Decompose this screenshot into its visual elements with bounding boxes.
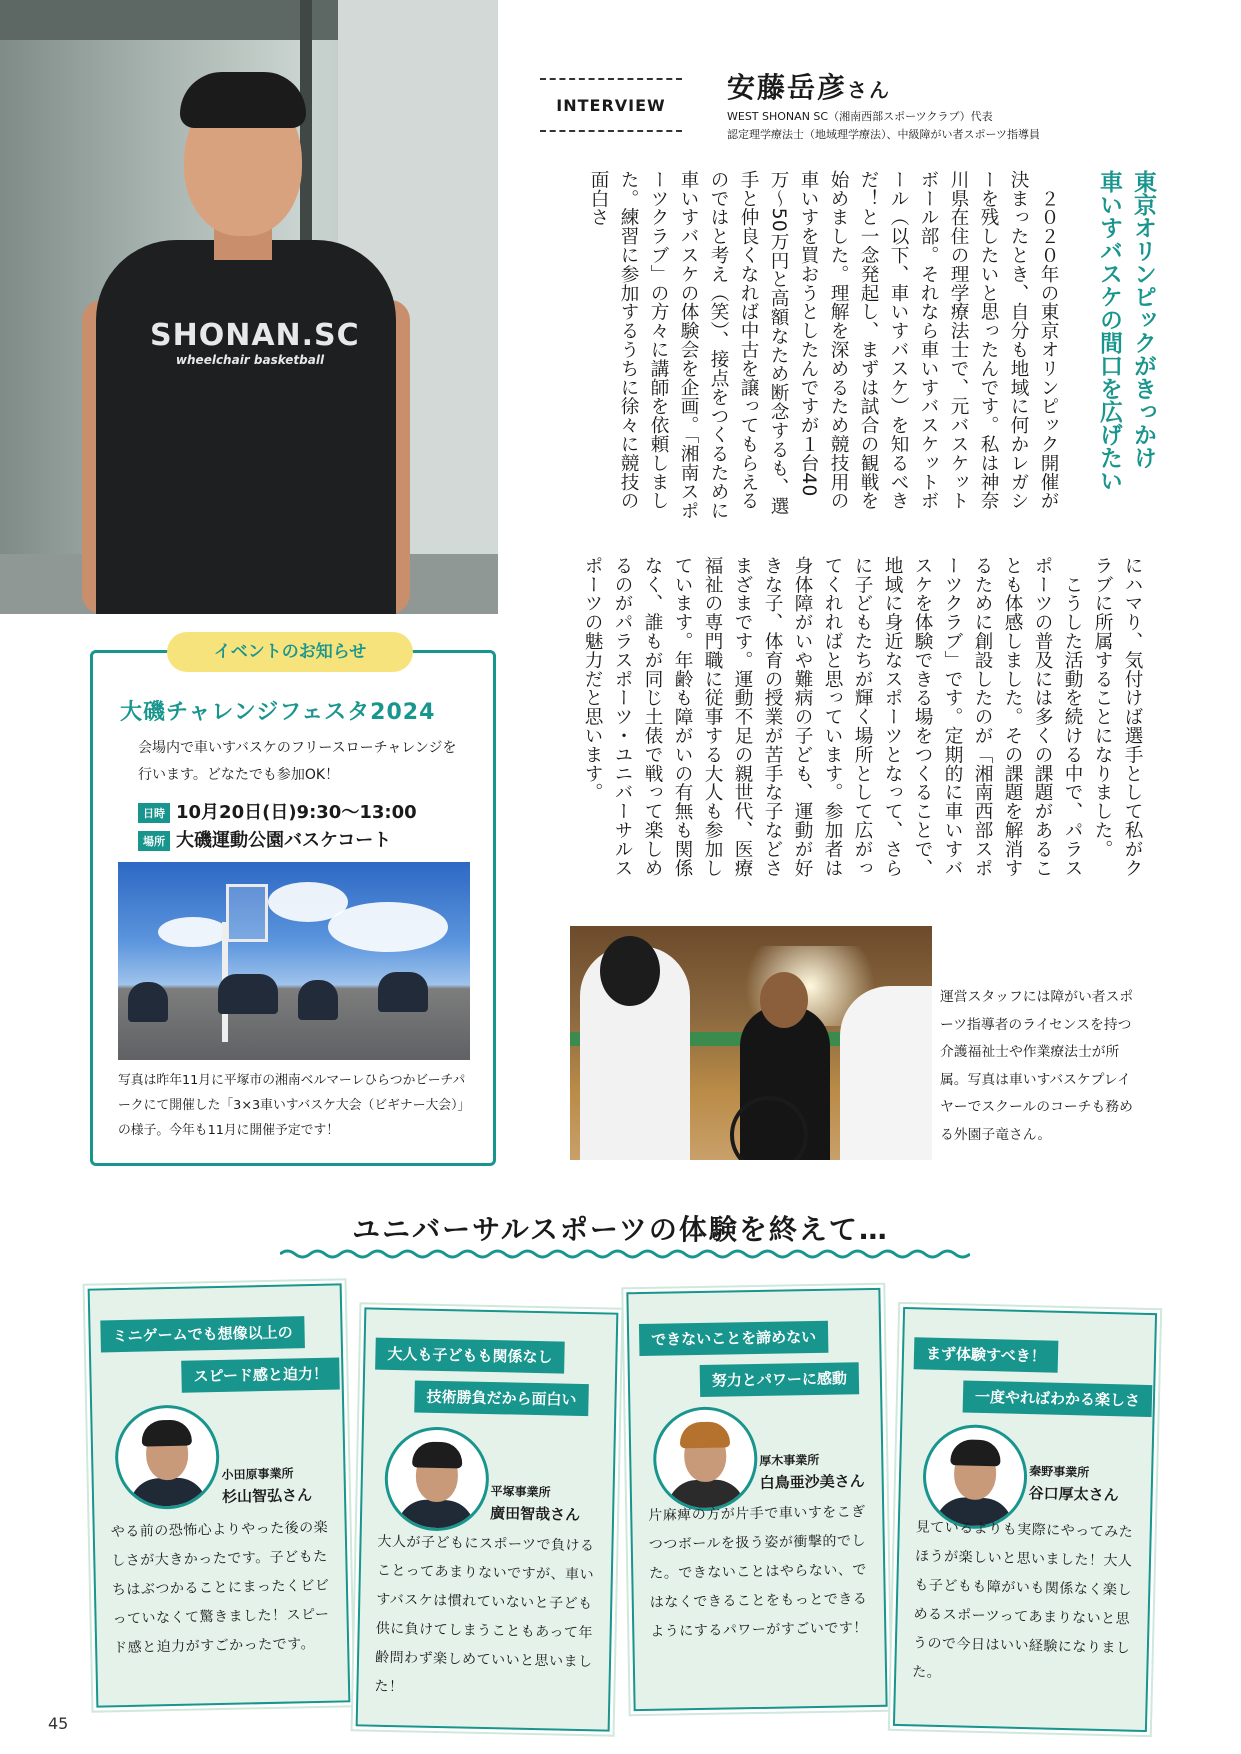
card-band-2: 一度やればわかる楽しさ <box>963 1380 1153 1417</box>
card-band-2: 技術勝負だから面白い <box>414 1380 589 1416</box>
office-name: 小田原事業所 <box>221 1466 294 1482</box>
avatar <box>652 1406 758 1512</box>
event-place-row <box>138 826 391 852</box>
card-band-1: ミニゲームでも想像以上の <box>100 1316 305 1352</box>
shirt-logo-line1: SHONAN.SC <box>150 318 360 353</box>
person-name: 白鳥亜沙美さん <box>759 1472 865 1492</box>
person-name: 廣田智哉さん <box>489 1504 581 1524</box>
staff-photo <box>570 926 932 1160</box>
event-title: 大磯チャレンジフェスタ2024 <box>120 700 436 725</box>
article-body-part2: にハマり、気付けば選手として私がクラブに所属することになりました。 こうした活動を続ける中で、パラスポーツの普及には多くの課題があることも体感しました。その課題を解消するために創設したのが「湘南西部スポーツクラブ」です。定期的に車いすバスケを体験できる場をつくることで、地域に身近なスポーツとなって、さらに子どもたちが輝く場所として広がってくれればと思っています。参加者は身体障がいや難病の子ども、運動が好きな子、体育の授業が苦手な子などさまざまです。運動不足の親世代、医療福祉の専門職に従事する大人も参加しています。年齢も障がいの有無も関係なく、誰もが同じ土俵で戦って楽しめるのがパラスポーツ・ユニバーサルスポーツの魅力だと思います。 <box>582 556 1143 878</box>
event-description: 会場内で車いすバスケのフリースローチャレンジを行います。どなたでも参加OK！ <box>138 740 457 783</box>
testimonial-card-2 <box>356 1307 619 1731</box>
page-number: 45 <box>48 1714 69 1733</box>
card-band-1: 大人も子どもも関係なし <box>375 1338 565 1374</box>
event-caption: 写真は昨年11月に平塚市の湘南ベルマーレひらつかビーチパークにて開催した「3×3車いすバスケ大会（ビギナー大会）」の様子。今年も11月に開催予定です！ <box>118 1073 471 1138</box>
interviewee-title-2: 認定理学療法士（地域理学療法）、中級障がい者スポーツ指導員 <box>727 128 1041 141</box>
event-place: 大磯運動公園バスケコート <box>176 830 392 851</box>
interview-tag <box>540 78 682 134</box>
shirt-logo-line2: wheelchair basketball <box>175 353 325 367</box>
comment: 大人が子どもにスポーツで負けることってあまりないですが、車いすバスケは慣れていないと子ども供に負けてしまうこともあって年齢問わず楽しめていいと思いました！ <box>374 1533 595 1696</box>
card-band-1: できないことを諦めない <box>639 1321 829 1356</box>
article-body-part1: ２０２０年の東京オリンピック開催が決まったとき、自分も地域に何かレガシーを残したいと思ったんです。私は神奈川県在住の理学療法士で、元バスケットボール部。それなら車いすバスケットボール（以下、車いすバスケ）を知るべきだ！と一念発起し、まずは試合の観戦を始めました。理解を深めるため競技用の車いすを買おうとしたんですが１台40万〜50万円と高額なため断念するも、選手と仲良くなれば中古を譲ってもらえるのではと考え（笑）、接点をつくるために車いすバスケの体験会を企画。「湘南スポーツクラブ」の方々に講師を依頼しました。練習に参加するうちに徐々に競技の面白さ <box>588 170 1059 520</box>
avatar <box>114 1404 220 1510</box>
testimonial-card-1 <box>88 1283 351 1707</box>
office-name: 厚木事業所 <box>759 1452 820 1468</box>
comment: 見ているよりも実際にやってみたほうが楽しいと思いました！大人も子どもも障がいも関係なく楽しめるスポーツってあまりないと思うので今日はいい経験になりました。 <box>912 1519 1134 1681</box>
card-band-1: まず体験すべき！ <box>914 1337 1058 1373</box>
event-photo <box>118 862 470 1060</box>
article-headline: 東京オリンピックがきっかけ 車いすバスケの間口を広げたい <box>1096 170 1156 492</box>
comment: 片麻痺の方が片手で車いすをこぎつつボールを扱う姿が衝撃的でした。できないことはやらない、ではなくできることをもっとできるようにするパワーがすごいです！ <box>648 1504 868 1640</box>
event-date: 10月20日(日)9:30〜13:00 <box>176 802 417 823</box>
avatar <box>384 1426 490 1532</box>
date-tag: 日時 <box>138 803 170 823</box>
wave-divider <box>280 1248 970 1260</box>
event-label: イベントのお知らせ <box>167 632 413 672</box>
shirt-logo <box>150 318 360 367</box>
testimonial-card-3 <box>626 1288 887 1711</box>
staff-caption: 運営スタッフには障がい者スポーツ指導者のライセンスを持つ介護福祉士や作業療法士が所属。写真は車いすバスケプレイヤーでスクールのコーチも務める外園子竜さん。 <box>940 989 1134 1143</box>
name-text: 安藤岳彦 <box>727 71 848 104</box>
interviewee-title-1: WEST SHONAN SC（湘南西部スポーツクラブ）代表 <box>727 110 993 123</box>
office-name: 秦野事業所 <box>1029 1464 1090 1480</box>
card-band-2: 努力とパワーに感動 <box>700 1362 860 1397</box>
testimonial-card-4 <box>893 1307 1157 1732</box>
place-tag: 場所 <box>138 831 170 851</box>
person-name: 谷口厚太さん <box>1028 1484 1119 1505</box>
card-band-2: スピード感と迫力！ <box>181 1357 340 1392</box>
event-date-row <box>138 798 417 824</box>
interviewee-name <box>727 66 891 106</box>
portrait-photo <box>0 0 498 614</box>
section-title: ユニバーサルスポーツの体験を終えて… <box>352 1213 889 1246</box>
person-name: 杉山智弘さん <box>221 1486 313 1506</box>
interview-label: INTERVIEW <box>556 96 666 115</box>
office-name: 平塚事業所 <box>490 1484 551 1500</box>
name-suffix: さん <box>847 78 892 102</box>
comment: やる前の恐怖心よりやった後の楽しさが大きかったです。子どもたちはぶつかることにまったくビビっていなくて驚きました！スピード感と迫力がすごかったです。 <box>110 1519 330 1657</box>
